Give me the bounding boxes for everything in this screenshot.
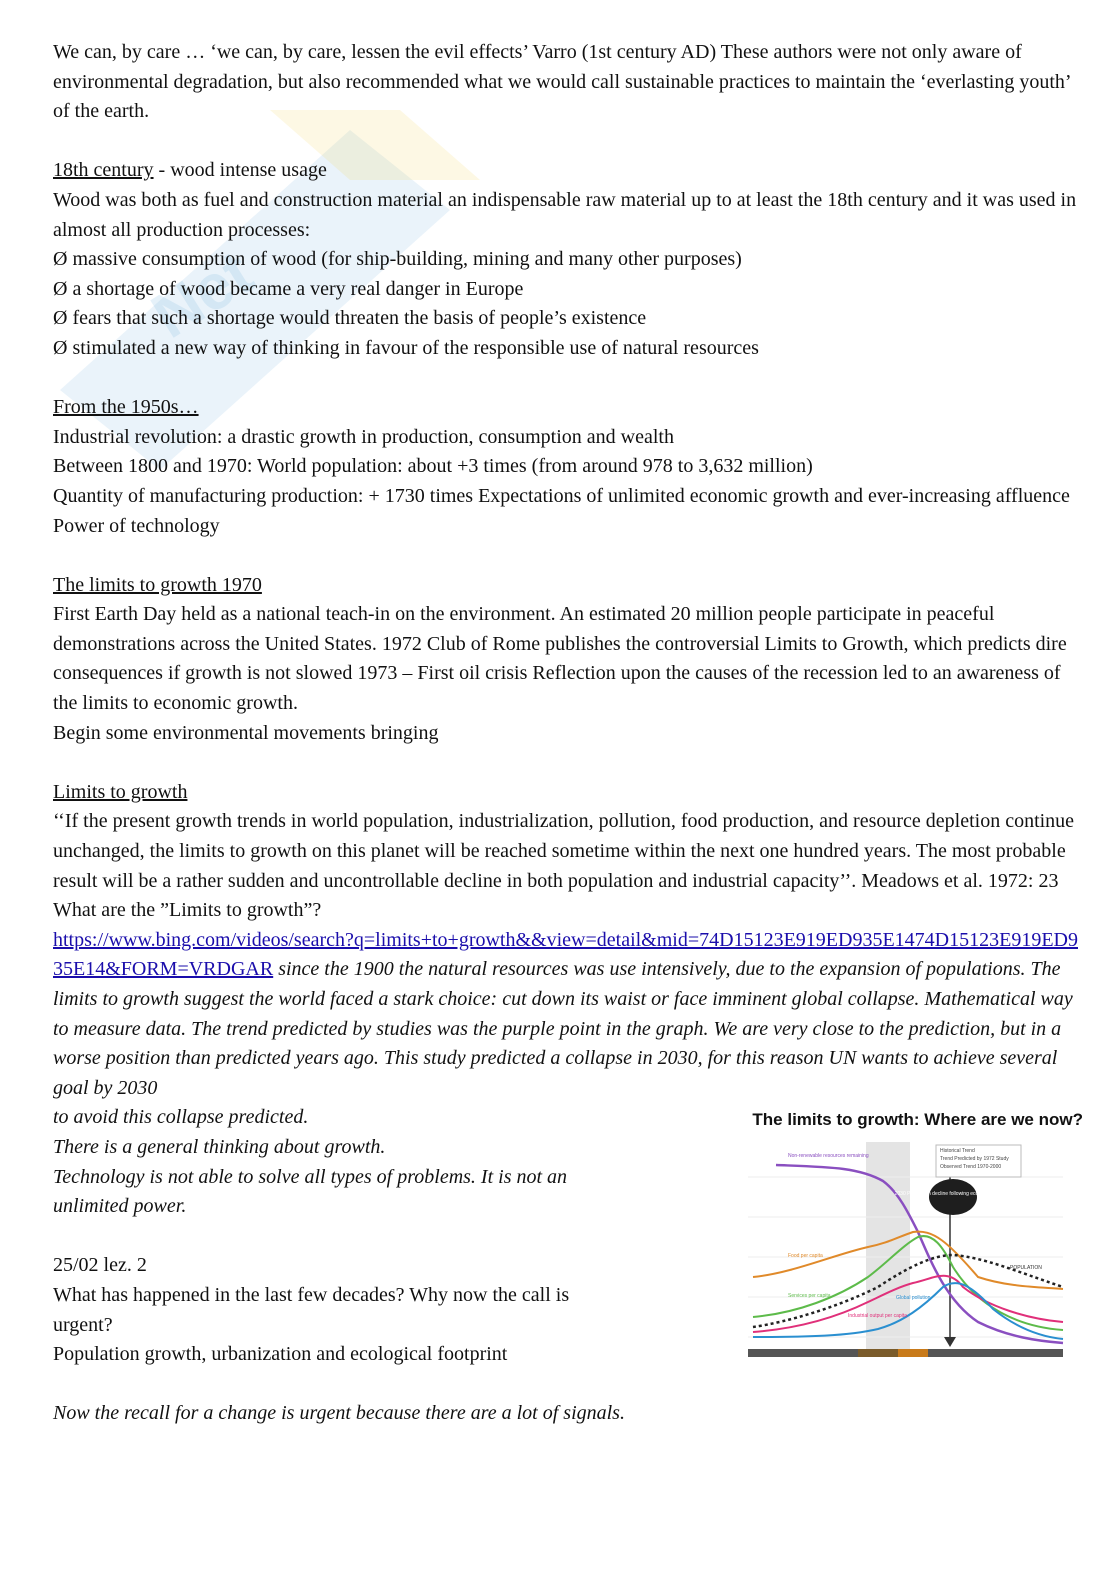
limits-note-technology: Technology is not able to solve all types of problems. It is not an unlimited power. xyxy=(53,1165,568,1218)
bullet-item: Ø a shortage of wood became a very real danger in Europe xyxy=(53,277,524,300)
lesson-topic: Population growth, urbanization and ecological footprint xyxy=(53,1343,508,1366)
section-1970-heading: The limits to growth 1970 xyxy=(53,573,262,596)
label-food: Food per capita xyxy=(788,1253,823,1260)
collapse-label: 2030 Population decline following economic collapse xyxy=(894,1191,1012,1198)
label-industrial: Industrial output per capita xyxy=(848,1313,907,1320)
bullet-item: Ø stimulated a new way of thinking in favour of the responsible use of natural resources xyxy=(53,336,759,359)
legend-entry: Historical Trend xyxy=(940,1148,975,1155)
limits-notes-text: since the 1900 the natural resources was use intensively, due to the expansion of populations. The limits to growth suggest the world faced a stark choice: cut down its waist or face imminent global collapse. Mathematical way to measure data. The trend predicted by studies was the purple point in the graph. We are very close to the prediction, but in a worse position than predicted years ago. This study predicted a collapse in 2030, for this reason UN wants to achieve several goal by 2030 xyxy=(53,958,1073,1099)
limits-figure xyxy=(648,1103,1083,1403)
section-18th-heading xyxy=(53,156,1083,186)
section-1970-body: First Earth Day held as a national teach-in on the environment. An estimated 20 million people participate in peaceful demonstrations across the United States. 1972 Club of Rome publishes the controversial Limits to Growth, which predicts dire consequences if growth is not slowed 1973 – First oil crisis Reflection upon the causes of the recession led to an awareness of the limits to economic growth. xyxy=(53,603,1067,715)
intro-paragraph: We can, by care … ‘we can, by care, lessen the evil effects’ Varro (1st century AD) These authors were not only aware of environmental degradation, but also recommended what we would call sustainable practices to maintain the ‘everlasting youth’ of the earth. xyxy=(53,41,1071,123)
lesson-question: What has happened in the last few decades? Why now the call is urgent? xyxy=(53,1283,570,1336)
legend-entry: Observed Trend 1970-2000 xyxy=(940,1164,1002,1171)
lesson-closing: Now the recall for a change is urgent because there are a lot of signals. xyxy=(53,1402,625,1425)
limits-notes xyxy=(53,926,1083,1104)
section-1950-line: Industrial revolution: a drastic growth in production, consumption and wealth xyxy=(53,425,674,448)
label-services: Services per capita xyxy=(788,1293,831,1300)
section-1970-line: Begin some environmental movements bringing xyxy=(53,721,439,744)
label-resources: Non-renewable resources remaining xyxy=(788,1153,869,1160)
label-pollution: Global pollution xyxy=(896,1295,931,1302)
section-18th-subtitle: - wood intense usage xyxy=(153,159,327,182)
section-1950-line: Between 1800 and 1970: World population: about +3 times (from around 978 to 3,632 million) xyxy=(53,455,813,478)
meadows-quote: ‘‘If the present growth trends in world population, industrialization, pollution, food production, and resource depletion continue unchanged, the limits to growth on this planet will be reached sometime within the next one hundred years. The most probable result will be a rather sudden and uncontrollable decline in both population and industrial capacity’’. Meadows et al. 1972: 23 xyxy=(53,810,1075,892)
video-link[interactable]: https://www.bing.com/videos/search?q=limits+to+growth&&view=detail&mid=74D15123E919ED935E1474D15123E919ED935E14&FORM=VRDGAR xyxy=(53,928,1078,981)
limits-notes-text-b: to avoid this collapse predicted. xyxy=(53,1106,309,1129)
label-population: POPULATION xyxy=(1010,1265,1042,1272)
svg-text:Net: Net xyxy=(139,236,265,352)
document-body xyxy=(53,38,1083,1429)
limits-chart xyxy=(748,1137,1078,1362)
section-18th-title: 18th century xyxy=(53,159,154,182)
section-1950-line: Quantity of manufacturing production: + 1730 times Expectations of unlimited economic growth and ever-increasing affluence Power of technology xyxy=(53,484,1070,537)
collapse-bubble xyxy=(929,1179,977,1215)
section-limits-heading: Limits to growth xyxy=(53,780,188,803)
lesson-date: 25/02 lez. 2 xyxy=(53,1254,147,1277)
limits-question: What are the ”Limits to growth”? xyxy=(53,899,322,922)
section-18th-intro: Wood was both as fuel and construction material an indispensable raw material up to at least the 18th century and it was used in almost all production processes: xyxy=(53,188,1077,241)
legend-entry: Trend Predicted by 1972 Study xyxy=(940,1156,1009,1163)
bullet-item: Ø massive consumption of wood (for ship-building, mining and many other purposes) xyxy=(53,248,742,271)
figure-title: The limits to growth: Where are we now? xyxy=(752,1110,1083,1130)
limits-note-growth: There is a general thinking about growth. xyxy=(53,1135,386,1158)
section-1950-heading: From the 1950s… xyxy=(53,396,199,419)
bullet-item: Ø fears that such a shortage would threaten the basis of people’s existence xyxy=(53,307,647,330)
